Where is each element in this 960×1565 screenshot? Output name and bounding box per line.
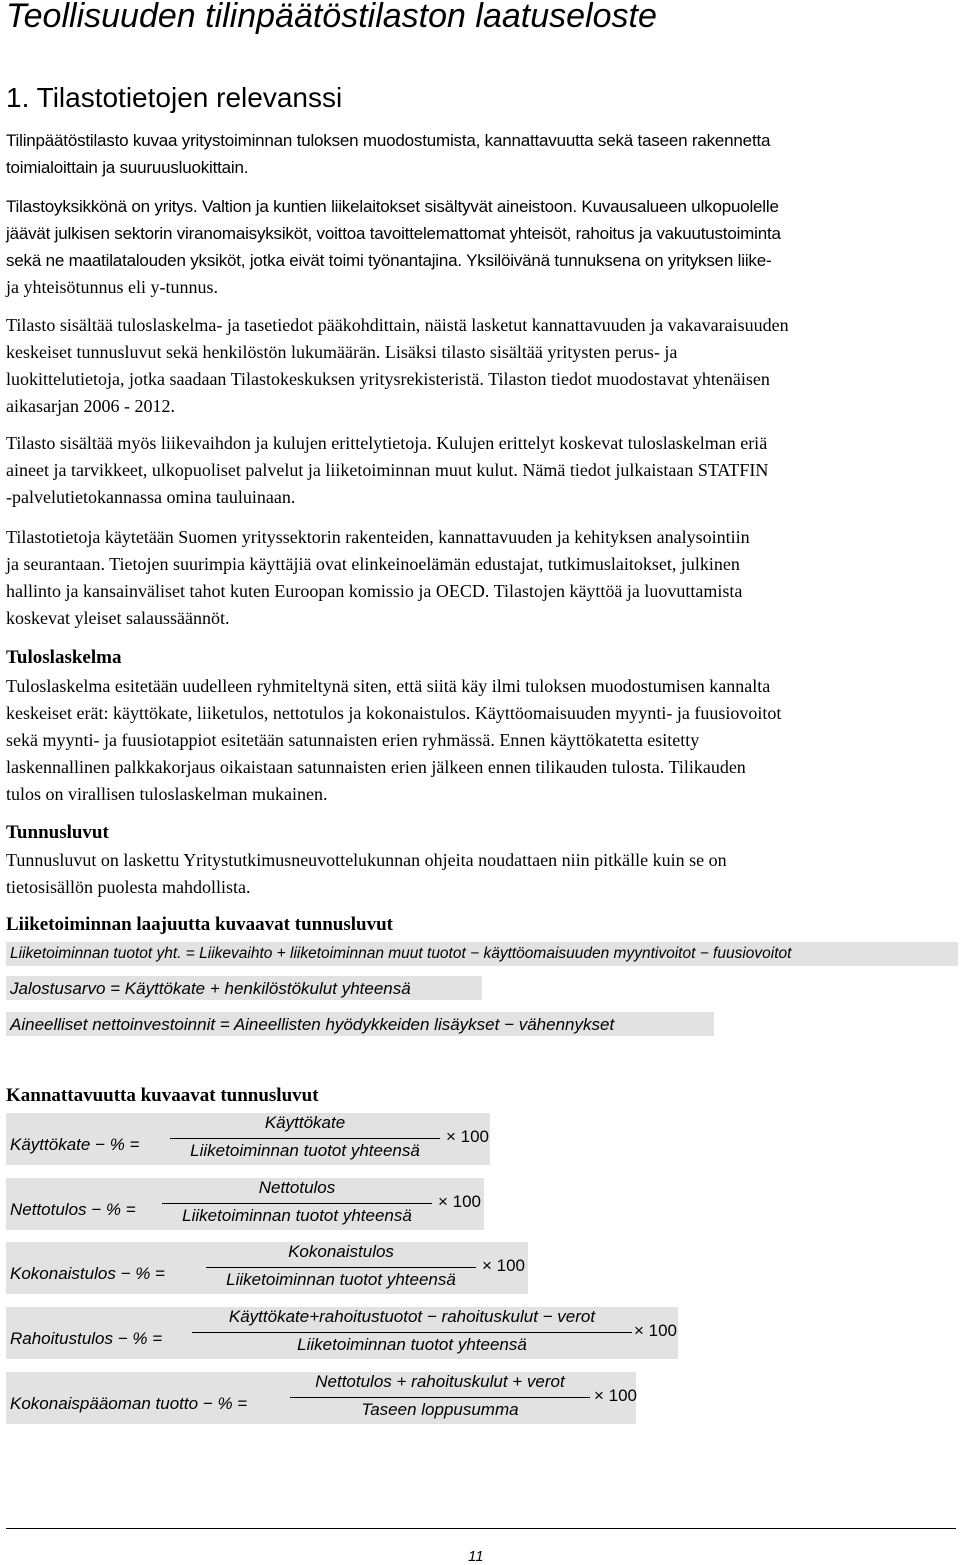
formula-jalostusarvo [6,976,482,1000]
formula-numerator: Nettotulos [258,1178,336,1197]
tuloslaskelma-heading: Tuloslaskelma [6,647,122,668]
text-line: Tilasto sisältää tuloslaskelma- ja tasetiedot pääkohdittain, näistä lasketut kannattavuuden ja vakavaraisuuden [6,315,789,335]
formula-multiplier: × 100 [482,1256,526,1275]
text-line: Tuloslaskelma esitetään uudelleen ryhmiteltynä siten, että siitä käy ilmi tuloksen muodostumisen kannalta [6,676,771,696]
formula-multiplier: × 100 [438,1192,482,1211]
text-line: Tilinpäätöstilasto kuvaa yritystoiminnan tuloksen muodostumista, kannattavuutta sekä taseen rakennetta [6,131,771,150]
formula-multiplier: × 100 [634,1321,678,1340]
formula-numerator: Käyttökate+rahoitustuotot − rahoituskulut − verot [228,1307,596,1326]
text-line: laskennallinen palkkakorjaus oikaistaan satunnaisten erien jälkeen ennen tilikauden tulosta. Tilikauden [6,757,746,777]
fraction-bar [192,1332,632,1333]
text-line: luokittelutietoja, jotka saadaan Tilastokeskuksen yritysrekisteristä. Tilaston tiedot muodostavat yhtenäisen [6,369,770,389]
formula-text: Aineelliset nettoinvestoinnit = Aineellisten hyödykkeiden lisäykset − vähennykset [10,1015,615,1034]
formula-lhs: Käyttökate − % = [10,1135,140,1154]
text-line: jäävät julkisen sektorin viranomaisyksiköt, voittoa tavoittelemattomat yhteisöt, rahoitus ja vakuutustoiminta [6,224,781,243]
formula-denominator: Liiketoiminnan tuotot yhteensä [182,1206,412,1225]
formula-denominator: Liiketoiminnan tuotot yhteensä [226,1270,456,1289]
page-number: 11 [468,1548,484,1565]
text-line: -palvelutietokannassa omina tauluinaan. [6,487,296,507]
text-line: aineet ja tarvikkeet, ulkopuoliset palvelut ja liiketoiminnan muut kulut. Nämä tiedot julkaistaan STATFIN [6,460,769,480]
formula-text: Liiketoiminnan tuotot yht. = Liikevaihto + liiketoiminnan muut tuotot − käyttöomaisuuden myyntivoitot − fuusiovoitot [10,945,792,962]
text-line: sekä ne maatilatalouden yksiköt, jotka eivät toimi työnantajina. Yksilöivänä tunnuksena on yrityksen liike- [6,251,772,270]
paragraph-usage [6,524,958,632]
formula-numerator: Nettotulos + rahoituskulut + verot [315,1372,565,1391]
formula-kokonaistulos-prosentti [6,1242,528,1294]
laajuus-heading: Liiketoiminnan laajuutta kuvaavat tunnusluvut [6,914,393,935]
text-line: Tunnusluvut on laskettu Yritystutkimusneuvottelukunnan ohjeita noudattaen niin pitkälle kuin se on [6,850,727,870]
paragraph-breakdown [6,430,958,511]
text-line: koskevat yleiset salaussäännöt. [6,608,230,628]
text-line: Tilastotietoja käytetään Suomen yrityssektorin rakenteiden, kannattavuuden ja kehityksen analysointiin [6,527,750,547]
text-line: hallinto ja kansainväliset tahot kuten Euroopan komissio ja OECD. Tilastojen käyttöä ja luovuttamista [6,581,743,601]
formula-multiplier: × 100 [446,1127,490,1146]
formula-nettoinvestoinnit [6,1012,714,1036]
formula-nettotulos-prosentti [6,1178,484,1230]
text-line: tietosisällön puolesta mahdollista. [6,877,251,897]
paragraph-scope [6,193,958,301]
section-heading: 1. Tilastotietojen relevanssi [6,82,343,113]
formula-text: Jalostusarvo = Käyttökate + henkilöstökulut yhteensä [10,979,411,998]
formula-kayttokate-prosentti [6,1113,490,1165]
formula-lhs: Kokonaispääoman tuotto − % = [10,1394,248,1413]
kannattavuus-heading: Kannattavuutta kuvaavat tunnusluvut [6,1085,319,1106]
tunnusluvut-heading: Tunnusluvut [6,822,109,843]
formula-denominator: Liiketoiminnan tuotot yhteensä [297,1335,527,1354]
formula-multiplier: × 100 [594,1386,638,1405]
formula-denominator: Taseen loppusumma [361,1400,519,1419]
text-line: tulos on virallisen tuloslaskelman mukainen. [6,784,328,804]
formula-denominator: Liiketoiminnan tuotot yhteensä [190,1141,420,1160]
paragraph-contents [6,312,958,420]
paragraph-tuloslaskelma [6,673,958,808]
text-line: aikasarjan 2006 - 2012. [6,396,175,416]
fraction-bar [290,1397,590,1398]
text-line: Tilasto sisältää myös liikevaihdon ja kulujen erittelytietoja. Kulujen erittelyt koskevat tuloslaskelman eriä [6,433,768,453]
text-line: toimialoittain ja suuruusluokittain. [6,158,249,177]
document-title: Teollisuuden tilinpäätöstilaston laatuseloste [6,0,657,35]
text-line: keskeiset tunnusluvut sekä henkilöstön lukumäärän. Lisäksi tilasto sisältää yritysten perus- ja [6,342,678,362]
paragraph-intro [6,127,958,181]
fraction-bar [170,1138,440,1139]
fraction-bar [206,1267,476,1268]
text-line: Tilastoyksikkönä on yritys. Valtion ja kuntien liikelaitokset sisältyvät aineistoon. Kuvausalueen ulkopuolelle [6,197,779,216]
text-line: ja yhteisötunnus eli y-tunnus. [6,277,218,297]
paragraph-tunnusluvut [6,847,958,901]
text-line: sekä myynti- ja fuusiotappiot esitetään satunnaisten erien ryhmässä. Ennen käyttökatetta esitetty [6,730,700,750]
text-line: keskeiset erät: käyttökate, liiketulos, nettotulos ja kokonaistulos. Käyttöomaisuuden myynti- ja fuusiovoitot [6,703,782,723]
formula-lhs: Nettotulos − % = [10,1200,136,1219]
footer-divider [6,1528,956,1529]
text-line: ja seurantaan. Tietojen suurimpia käyttäjiä ovat elinkeinoelämän edustajat, tutkimuslaitokset, julkinen [6,554,740,574]
fraction-bar [162,1203,432,1204]
formula-kokonaispaaoman-tuotto [6,1372,636,1424]
formula-rahoitustulos-prosentti [6,1307,678,1359]
formula-numerator: Kokonaistulos [288,1242,394,1261]
formula-numerator: Käyttökate [264,1113,346,1132]
formula-lhs: Kokonaistulos − % = [10,1264,165,1283]
formula-liiketoiminnan-tuotot [6,942,958,966]
formula-lhs: Rahoitustulos − % = [10,1329,163,1348]
